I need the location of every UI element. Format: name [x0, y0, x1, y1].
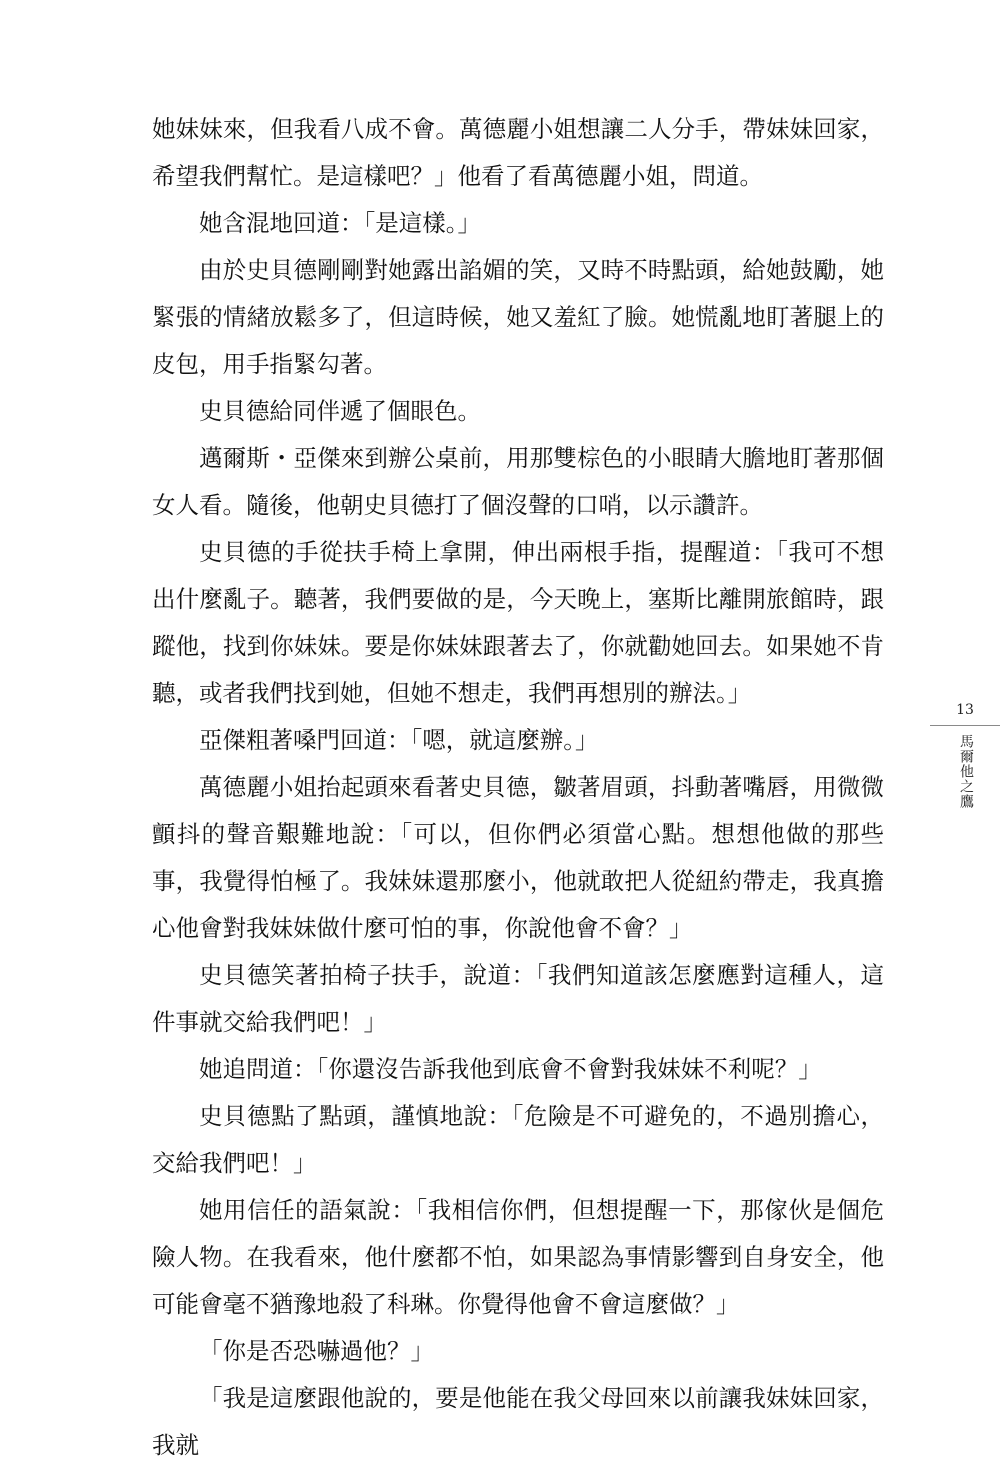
paragraph: 萬德麗小姐抬起頭來看著史貝德，皺著眉頭，抖動著嘴唇，用微微顫抖的聲音艱難地說：「可以，但你們必須當心點。想想他做的那些事，我覺得怕極了。我妹妹還那麼小，他就敢把人從紐約帶走，我真擔心他會對我妹妹做什麼可怕的事，你說他會不會？」: [152, 773, 884, 942]
paragraph: 史貝德的手從扶手椅上拿開，伸出兩根手指，提醒道：「我可不想出什麼亂子。聽著，我們要做的是，今天晚上，塞斯比離開旅館時，跟蹤他，找到你妹妹。要是你妹妹跟著去了，你就勸她回去。如果她不肯聽，或者我們找到她，但她不想走，我們再想別的辦法。」: [152, 538, 884, 707]
side-divider: [930, 725, 1000, 726]
paragraph: 「我是這麼跟他說的，要是他能在我父母回來以前讓我妹妹回家，我就: [152, 1384, 884, 1459]
paragraph: 史貝德笑著拍椅子扶手，說道：「我們知道該怎麼應對這種人，這件事就交給我們吧！」: [152, 961, 884, 1036]
paragraph: 她用信任的語氣說：「我相信你們，但想提醒一下，那傢伙是個危險人物。在我看來，他什麼都不怕，如果認為事情影響到自身安全，他可能會毫不猶豫地殺了科琳。你覺得他會不會這麼做？」: [152, 1196, 884, 1318]
paragraph: 亞傑粗著嗓門回道：「嗯，就這麼辦。」: [199, 726, 599, 754]
paragraph: 她妹妹來，但我看八成不會。萬德麗小姐想讓二人分手，帶妹妹回家，希望我們幫忙。是這樣吧？」他看了看萬德麗小姐，問道。: [152, 115, 884, 190]
paragraph: 她含混地回道：「是這樣。」: [199, 209, 481, 237]
paragraph: 她追問道：「你還沒告訴我他到底會不會對我妹妹不利呢？」: [199, 1055, 822, 1083]
body-text: [152, 106, 884, 1469]
paragraph: 史貝德給同伴遞了個眼色。: [199, 397, 481, 425]
page-number: 13: [956, 702, 974, 718]
paragraph: 史貝德點了點頭，謹慎地說：「危險是不可避免的，不過別擔心，交給我們吧！」: [152, 1102, 884, 1177]
paragraph: 由於史貝德剛剛對她露出諂媚的笑，又時不時點頭，給她鼓勵，她緊張的情緒放鬆多了，但這時候，她又羞紅了臉。她慌亂地盯著腿上的皮包，用手指緊勾著。: [152, 256, 884, 378]
book-title: 馬爾他之鷹: [958, 734, 974, 809]
paragraph: 邁爾斯・亞傑來到辦公桌前，用那雙棕色的小眼睛大膽地盯著那個女人看。隨後，他朝史貝德打了個沒聲的口哨，以示讚許。: [152, 444, 884, 519]
paragraph: 「你是否恐嚇過他？」: [199, 1337, 434, 1365]
side-tab: [930, 700, 1000, 830]
